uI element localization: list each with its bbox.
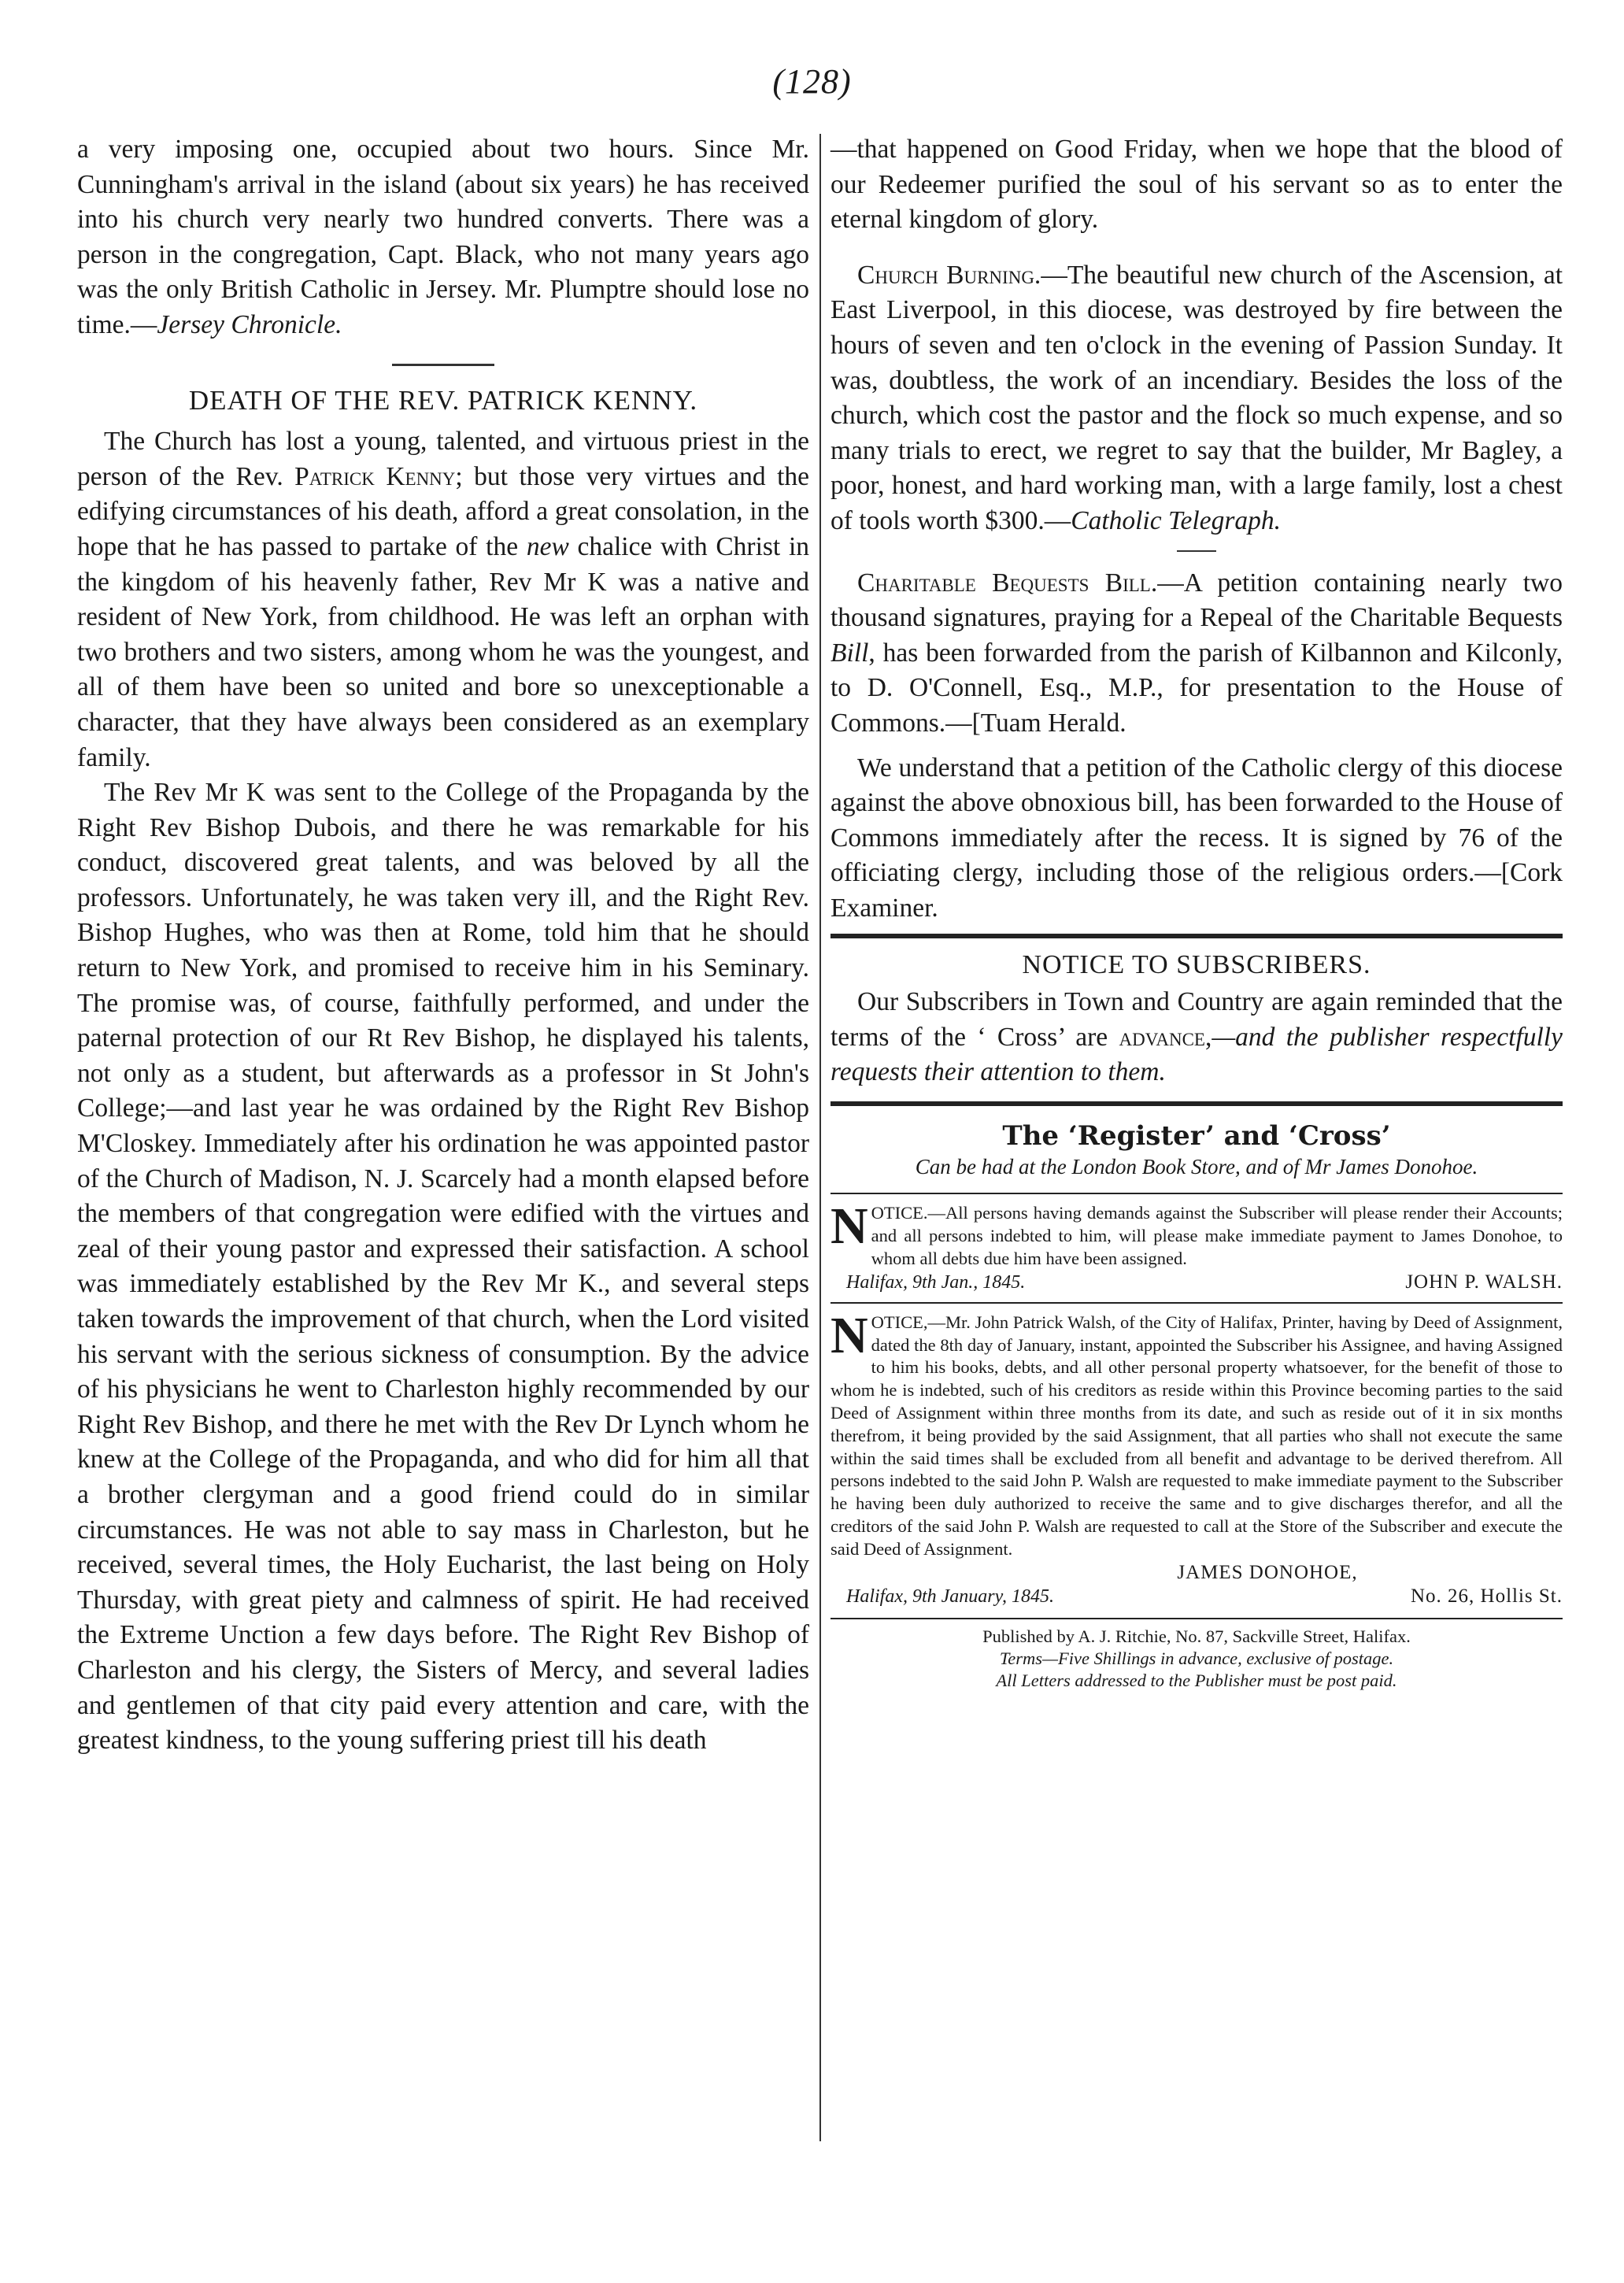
notice-top-rule <box>830 934 1563 938</box>
death-article-continued: —that happened on Good Friday, when we hope that the blood of our Redeemer purified the soul of his servant so as to enter the eternal kingdom of glory. <box>830 135 1563 235</box>
notice-to-subscribers-text <box>830 985 1563 1090</box>
death-article-paragraph-1 <box>77 424 809 775</box>
section-divider <box>1177 550 1216 552</box>
ad-2-text: OTICE,—Mr. John Patrick Walsh, of the City of Halifax, Printer, having by Deed of Assignment, dated the 8th day of January, instant, appointed the Subscriber his Assignee, and having Assigned to him his books, debts, and all other personal property whatsoever, for the benefit of those to whom he is indebted, such of his creditors as reside within this Province becoming parties to the said Deed of Assignment within three months from its date, and such as reside out of it in six months therefrom, it being provided by the said Assignment, that all parties who shall not execute the same within the said times shall be excluded from all benefit and advantage to be derived therefrom. All persons indebted to the said John P. Walsh are requested to make immediate payment to the Subscriber he having been duly authorized to receive the same and to give discharges therefor, and all the creditors of the said John P. Walsh are requested to call at the Store of the Subscriber and execute the said Deed of Assignment. <box>830 1312 1563 1559</box>
jersey-article-text: a very imposing one, occupied about two hours. Since Mr. Cunningham's arrival in the island (about six years) he has received into his church very nearly two hundred converts. There was a person in the congregation, Capt. Black, who not many years ago was the only British Catholic in Jersey. Mr. Plumptre should lose no time.— <box>77 135 809 339</box>
church-burning-source: Catholic Telegraph. <box>1071 505 1281 535</box>
register-and-cross-line: Can be had at the London Book Store, and of Mr James Donohoe. <box>915 1155 1478 1179</box>
death-p1-text-b: ; but those very virtues and the edifying circumstances of his death, afford a great consolation, in the hope that he has passed to partake of the <box>77 461 810 561</box>
register-and-cross-title: The ‘Register’ and ‘Cross’ <box>1002 1119 1391 1152</box>
ad-2-date: Halifax, 9th January, 1845. <box>846 1586 1054 1607</box>
jersey-article-source: Jersey Chronicle. <box>157 309 342 339</box>
bequests-text-a: —A petition containing nearly two thousand signatures, praying for a Repeal of the Charitable Bequests <box>830 568 1563 633</box>
ad-2-address: No. 26, Hollis St. <box>1410 1585 1563 1607</box>
death-p1-text-c: chalice with Christ in the kingdom of his heavenly father, Rev Mr K was a native and resident of New York, from childhood. He was left an orphan with two brothers and two sisters, among whom he was the youngest, and all of them have been so united and bore so unexceptionable a character, that they have always been considered as an exemplary family. <box>77 531 810 772</box>
death-article-paragraph-2: The Rev Mr K was sent to the College of the Propaganda by the Right Rev Bishop Dubois, and there he was remarkable for his conduct, discovered great talents, and was beloved by all the professors. Unfortunately, he was taken very ill, and the Right Rev. Bishop Hughes, who was then at Rome, told him that he should return to New York, and promised to receive him in his Seminary. The promise was, of course, faithfully performed, and under the paternal protection of our Rt Rev Bishop, he displayed his talents, not only as a student, but afterwards as a professor in St John's College;—and last year he was ordained by the Right Rev Bishop M'Closkey. Immediately after his ordination he was appointed pastor of the Church of Madison, N. J. Scarcely had a month elapsed before the members of that congregation were edified with the virtues and zeal of their young pastor and expressed their satisfaction. A school was immediately established by the Rev Mr K., and several steps taken towards the improvement of that church, when the Lord visited his servant with the serious sickness of consumption. By the advice of his physicians he went to Charleston highly recommended by our Right Rev Bishop, and there he met with the Rev Dr Lynch whom he knew at the College of the Propaganda, and who did for him all that a brother clergyman and a good friend could do in similar circumstances. He was not able to say mass in Charleston, but he received, several times, the Holy Eucharist, the last being on Holy Thursday, with great piety and calmness of spirit. He had received the Extreme Unction a few days before. The Right Rev Bishop of Charleston and his clergy, the Sisters of Mercy, and several ladies and gentlemen of that city paid every attention and care, with the greatest kindness, to the young suffering priest till his death <box>77 778 809 1756</box>
death-p1-new: new <box>526 531 569 561</box>
page-number: (128) <box>772 62 852 101</box>
death-p1-text-a: The Church has lost a young, talented, and virtuous priest in the person of the Rev. <box>77 427 809 491</box>
death-article-heading: DEATH OF THE REV. PATRICK KENNY. <box>188 384 698 416</box>
jersey-article <box>77 132 809 343</box>
ad-2-dropcap: N <box>830 1306 868 1364</box>
ad-1-text: OTICE.—All persons having demands against the Subscriber will please render their Accounts; and all persons indebted to him, will please make immediate payment to James Donohoe, to whom all debts due him have been assigned. <box>871 1203 1563 1269</box>
right-column <box>830 132 1563 1692</box>
notice-advance: advance <box>1119 1022 1205 1052</box>
notice-to-subscribers-title: NOTICE TO SUBSCRIBERS. <box>1022 950 1371 980</box>
register-top-rule <box>830 1101 1563 1106</box>
ad-1-footer <box>830 1271 1563 1294</box>
notice-ad-1 <box>830 1197 1563 1293</box>
death-p1-name: Patrick Kenny <box>294 461 456 491</box>
ad-1-date: Halifax, 9th Jan., 1845. <box>846 1271 1026 1293</box>
notice-text-a: Our Subscribers in Town and Country are again reminded that the terms of the ‘ Cross’ are <box>830 987 1563 1052</box>
ad-rule <box>830 1193 1563 1194</box>
notice-ad-2 <box>830 1306 1563 1608</box>
footer-line-3: All Letters addressed to the Publisher must be post paid. <box>996 1670 1397 1690</box>
section-divider <box>392 364 494 366</box>
ad-rule <box>830 1302 1563 1304</box>
notice-text-b: , <box>1204 1022 1212 1052</box>
cork-article: We understand that a petition of the Catholic clergy of this diocese against the above obnoxious bill, has been forwarded to the House of Commons immediately after the recess. It is signed by 76 of the officiating clergy, including those of the religious orders.—[Cork Examiner. <box>830 753 1563 923</box>
church-burning-article <box>830 258 1563 539</box>
footer-line-2: Terms—Five Shillings in advance, exclusive of postage. <box>999 1648 1394 1668</box>
bequests-title: Charitable Bequests Bill. <box>857 568 1158 598</box>
ad-1-signature: JOHN P. WALSH. <box>1405 1271 1563 1293</box>
bequests-text-b: , has been forwarded from the parish of Kilbannon and Kilconly, to D. O'Connell, Esq., M.P., for presentation to the House of Commons.—[Tuam Herald. <box>830 638 1563 738</box>
church-burning-text: —The beautiful new church of the Ascension, at East Liverpool, in this diocese, was destroyed by fire between the hours of seven and ten o'clock in the evening of Passion Sunday. It was, doubtless, the work of an incendiary. Besides the loss of the church, which cost the pastor and the flock so much expense, and so many trials to erect, we regret to say that the builder, Mr Bagley, a poor, honest, and hard working man, with a large family, lost a chest of tools worth $300.— <box>830 260 1563 535</box>
ad-2-signature: JAMES DONOHOE, <box>1177 1561 1358 1583</box>
column-divider <box>819 134 821 2141</box>
church-burning-title: Church Burning. <box>857 260 1041 290</box>
footer-line-1: Published by A. J. Ritchie, No. 87, Sackville Street, Halifax. <box>982 1626 1411 1646</box>
ad-1-dropcap: N <box>830 1197 868 1256</box>
left-column <box>77 132 809 1759</box>
publisher-footer <box>830 1626 1563 1692</box>
footer-rule <box>830 1618 1563 1619</box>
notice-text-c: —and the publisher respectfully requests their attention to them. <box>830 1022 1563 1087</box>
bequests-article <box>830 566 1563 742</box>
ad-2-footer <box>830 1585 1563 1608</box>
bequests-bill: Bill <box>830 638 869 668</box>
